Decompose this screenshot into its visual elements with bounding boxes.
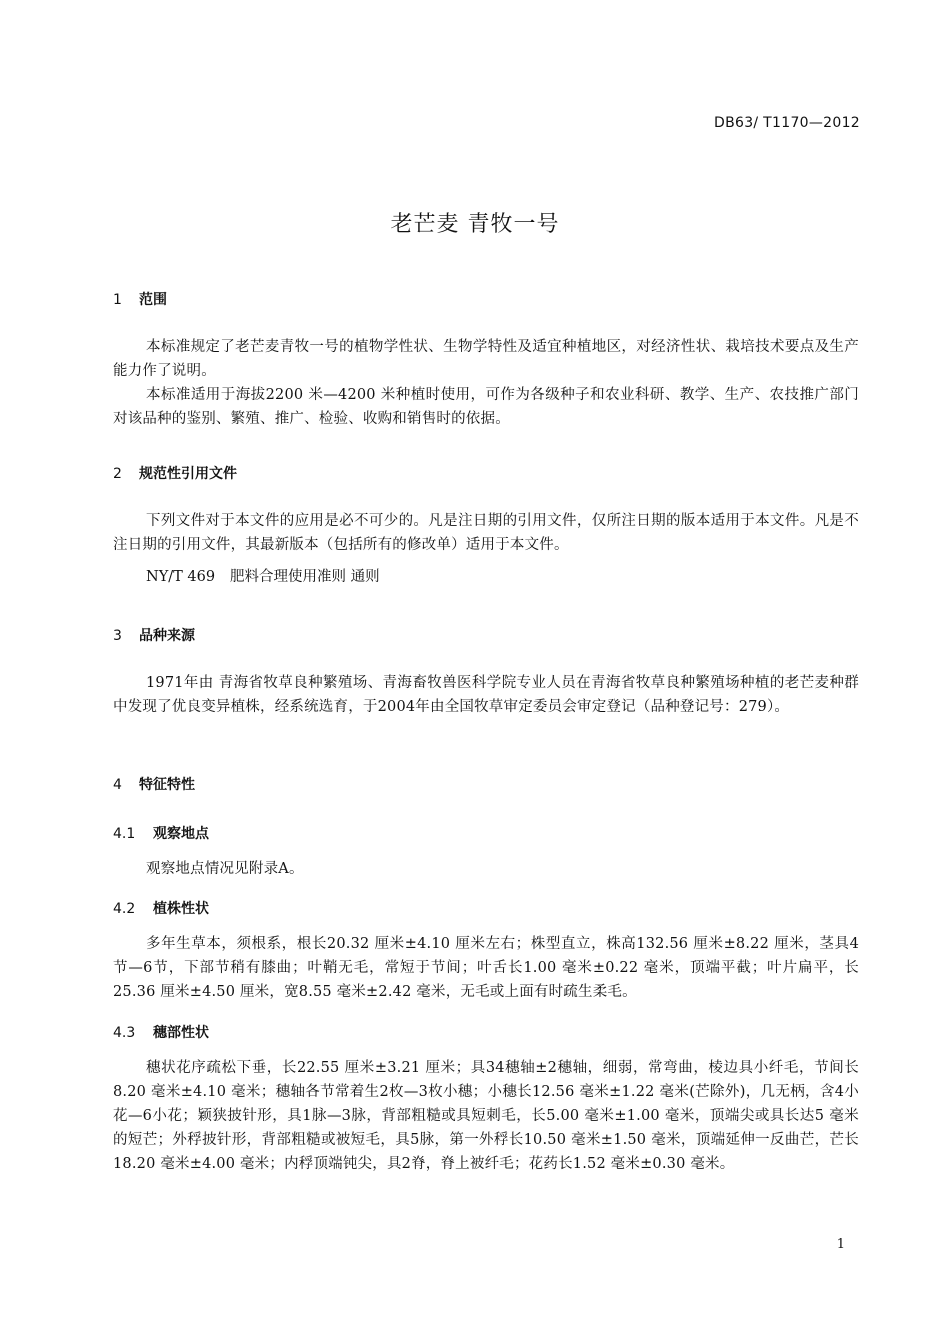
section-title: 规范性引用文件: [139, 466, 237, 482]
section-title: 范围: [139, 292, 167, 308]
section-heading-1: [113, 289, 167, 309]
section-title: 特征特性: [139, 777, 195, 793]
reference-code: NY/T 469: [146, 569, 216, 585]
section-number: 3: [113, 628, 122, 644]
section-number: 2: [113, 466, 122, 482]
paragraph: 本标准适用于海拔2200 米—4200 米种植时使用，可作为各级种子和农业科研、教学、生产、农技推广部门对该品种的鉴别、繁殖、推广、检验、收购和销售时的依据。: [113, 387, 859, 427]
paragraph: 多年生草本，须根系，根长20.32 厘米±4.10 厘米左右；株型直立，株高132.56 厘米±8.22 厘米，茎具4节—6节，下部节稍有膝曲；叶鞘无毛，常短于节间；叶舌长1.00 毫米±0.22 毫米，顶端平截；叶片扁平，长25.36 厘米±4.50 厘米，宽8.55 毫米±2.42 毫米，无毛或上面有时疏生柔毛。: [113, 936, 859, 1000]
paragraph: 下列文件对于本文件的应用是必不可少的。凡是注日期的引用文件，仅所注日期的版本适用于本文件。凡是不注日期的引用文件，其最新版本（包括所有的修改单）适用于本文件。: [113, 513, 859, 553]
paragraph: 1971年由 青海省牧草良种繁殖场、青海畜牧兽医科学院专业人员在青海省牧草良种繁殖场种植的老芒麦种群中发现了优良变异植株，经系统选育，于2004年由全国牧草审定委员会审定登记（品种登记号：279）。: [113, 675, 859, 715]
section-title: 品种来源: [139, 628, 195, 644]
section-number: 1: [113, 292, 122, 308]
subsection-title: 穗部性状: [153, 1025, 209, 1041]
subsection-number: 4.2: [113, 901, 136, 917]
paragraph: 穗状花序疏松下垂，长22.55 厘米±3.21 厘米；具34穗轴±2穗轴，细弱，常弯曲，棱边具小纤毛，节间长8.20 毫米±4.10 毫米；穗轴各节常着生2枚—3枚小穗；小穗长12.56 毫米±1.22 毫米(芒除外)，几无柄，含4小花—6小花；颖狭披针形，具1脉—3脉，背部粗糙或具短刺毛，长5.00 毫米±1.00 毫米，顶端尖或具长达5 毫米的短芒；外稃披针形，背部粗糙或被短毛，具5脉，第一外稃长10.50 毫米±1.50 毫米，顶端延伸一反曲芒，芒长18.20 毫米±4.00 毫米；内稃顶端钝尖，具2脊，脊上被纤毛；花药长1.52 毫米±0.30 毫米。: [113, 1060, 859, 1172]
paragraph: 观察地点情况见附录A。: [146, 861, 304, 877]
subsection-heading-4-2: [113, 898, 209, 918]
section-heading-2: [113, 463, 237, 483]
subsection-title: 植株性状: [153, 901, 209, 917]
section-heading-3: [113, 625, 195, 645]
subsection-heading-4-3: [113, 1022, 209, 1042]
page-number: 1: [836, 1237, 845, 1252]
subsection-number: 4.1: [113, 826, 136, 842]
subsection-heading-4-1: [113, 823, 209, 843]
document-code: DB63/ T1170—2012: [714, 115, 860, 131]
page-title: 老芒麦 青牧一号: [390, 212, 560, 237]
normative-reference: [146, 565, 380, 589]
reference-title: 肥料合理使用准则 通则: [230, 569, 380, 585]
section-number: 4: [113, 777, 122, 793]
subsection-title: 观察地点: [153, 826, 209, 842]
section-heading-4: [113, 774, 195, 794]
subsection-number: 4.3: [113, 1025, 136, 1041]
paragraph: 本标准规定了老芒麦青牧一号的植物学性状、生物学特性及适宜种植地区，对经济性状、栽培技术要点及生产能力作了说明。: [113, 339, 859, 379]
